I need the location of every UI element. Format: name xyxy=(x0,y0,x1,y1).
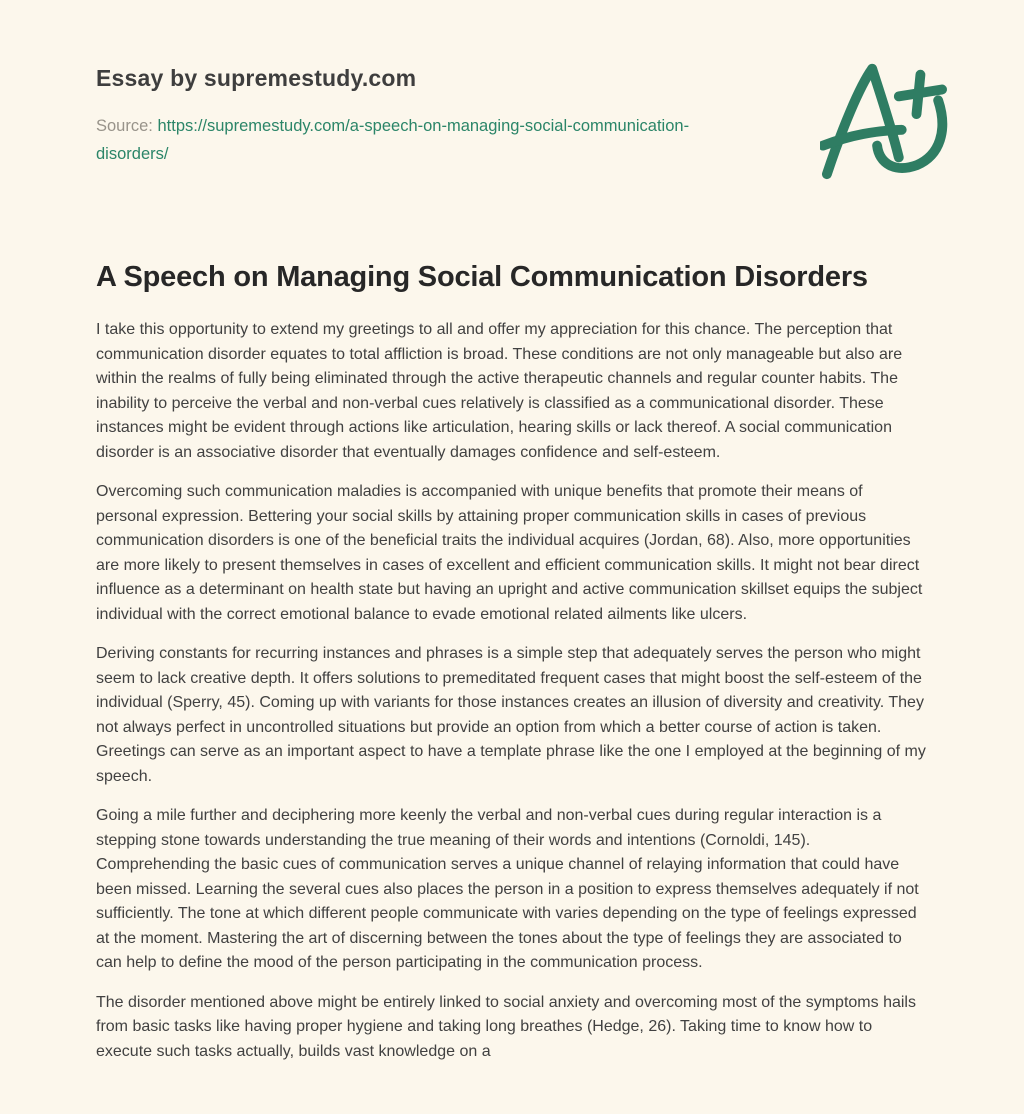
essay-content xyxy=(96,318,928,1064)
essay-paragraph: Overcoming such communication maladies is accompanied with unique benefits that promote their means of personal expression. Bettering your social skills by attaining proper communication skills in cases of previous communication disorders is one of the beneficial traits the individual acquires (Jordan, 68). Also, more opportunities are more likely to present themselves in cases of excellent and efficient communication skills. It might not bear direct influence as a determinant on health state but having an upright and active communication skillset equips the subject individual with the correct emotional balance to evade emotional related ailments like ulcers. xyxy=(96,483,923,623)
source-label: Source: xyxy=(96,117,153,135)
essay-paragraph: I take this opportunity to extend my greetings to all and offer my appreciation for this chance. The perception that communication disorder equates to total affliction is broad. These conditions are not only manageable but also are within the realms of fully being eliminated through the active therapeutic channels and regular counter habits. The inability to perceive the verbal and non-verbal cues relatively is classified as a communicational disorder. These instances might be evident through actions like articulation, hearing skills or lack thereof. A social communication disorder is an associative disorder that eventually damages confidence and self-esteem. xyxy=(96,321,903,461)
page-header xyxy=(96,64,928,168)
essay-paragraph: Deriving constants for recurring instances and phrases is a simple step that adequately serves the person who might seem to lack creative depth. It offers solutions to premeditated frequent cases that might boost the self-esteem of the individual (Sperry, 45). Coming up with variants for those instances creates an illusion of diversity and creativity. They not always perfect in uncontrolled situations but provide an option from which a better course of action is taken. Greetings can serve as an important aspect to have a template phrase like the one I employed at the beginning of my speech. xyxy=(96,645,926,785)
supremestudy-logo xyxy=(820,58,948,180)
essay-title: A Speech on Managing Social Communication Disorders xyxy=(96,261,868,293)
source-line xyxy=(96,112,696,168)
essay-body xyxy=(96,255,928,1064)
a-plus-icon xyxy=(820,58,948,180)
site-title: Essay by supremestudy.com xyxy=(96,65,417,91)
source-link[interactable]: https://supremestudy.com/a-speech-on-managing-social-communication-disorders/ xyxy=(96,117,690,163)
essay-paragraph: The disorder mentioned above might be entirely linked to social anxiety and overcoming most of the symptoms hails from basic tasks like having proper hygiene and taking long breathes (Hedge, 26). Taking time to know how to execute such tasks actually, builds vast knowledge on a xyxy=(96,993,916,1060)
essay-paragraph: Going a mile further and deciphering more keenly the verbal and non-verbal cues during regular interaction is a stepping stone towards understanding the true meaning of their words and intentions (Cornoldi, 145). Comprehending the basic cues of communication serves a unique channel of relaying information that could have been missed. Learning the several cues also places the person in a position to express themselves adequately if not sufficiently. The tone at which different people communicate with varies depending on the type of feelings expressed at the moment. Mastering the art of discerning between the tones about the type of feelings they are associated to can help to define the mood of the person participating in the communication process. xyxy=(96,807,919,971)
